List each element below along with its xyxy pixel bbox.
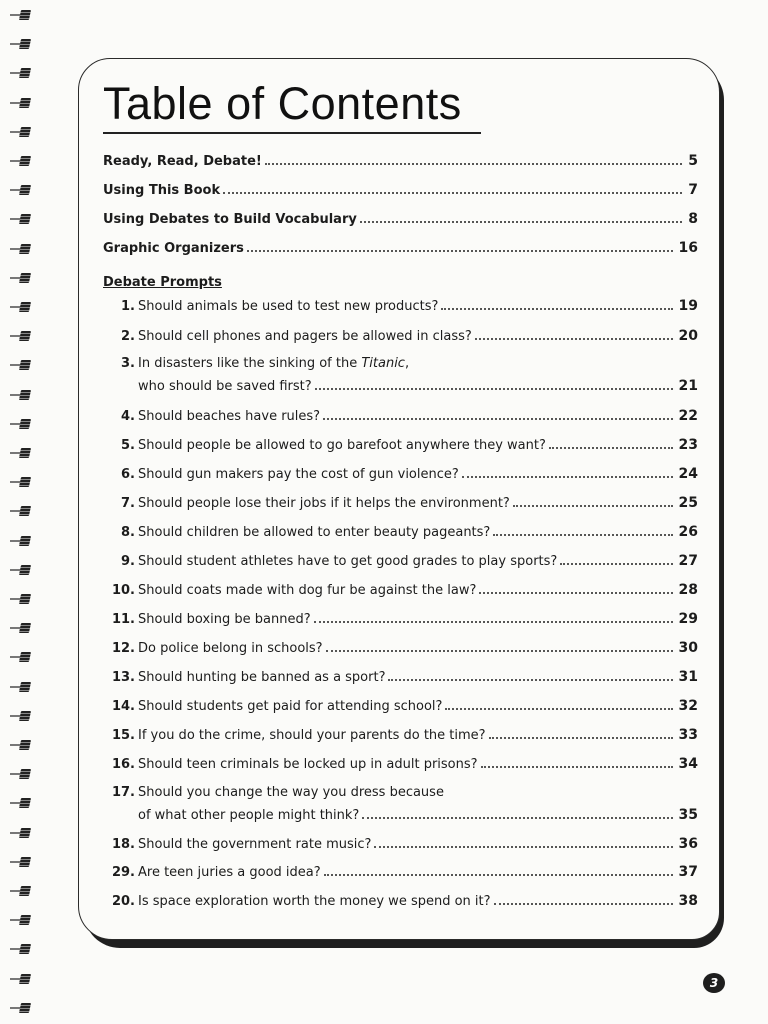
toc-page-number: 21 [678,378,698,394]
dot-leader [462,476,673,478]
toc-entry[interactable] [103,240,698,257]
section-heading: Debate Prompts [103,275,222,290]
prompt-text: Should you change the way you dress because [138,785,444,800]
prompt-number: 7. [121,496,135,511]
prompt-text: If you do the crime, should your parents do the time? [138,728,486,743]
prompt-entry[interactable] [103,582,698,599]
prompt-text: Do police belong in schools? [138,641,323,656]
dot-leader [441,308,672,310]
prompt-text: Should gun makers pay the cost of gun violence? [138,467,459,482]
prompt-number: 17. [111,785,135,800]
prompt-entry[interactable] [103,437,698,454]
toc-page-number: 22 [678,408,698,424]
prompt-text-italic: Titanic [361,356,405,371]
prompt-text: Is space exploration worth the money we spend on it? [138,894,491,909]
dot-leader [324,874,673,876]
prompt-number: 1. [121,299,135,314]
toc-entry-label: Ready, Read, Debate! [103,154,262,169]
prompt-entry[interactable] [103,640,698,657]
toc-page-number: 16 [678,240,698,256]
dot-leader [549,447,673,449]
prompt-text: Should children be allowed to enter beauty pageants? [138,525,491,540]
toc-page-number: 20 [678,328,698,344]
toc-page-number: 26 [678,524,698,540]
dot-leader [479,592,672,594]
toc-page-number: 30 [678,640,698,656]
toc-entry[interactable] [103,182,698,199]
prompt-text: Should coats made with dog fur be against the law? [138,583,477,598]
prompt-number: 10. [111,583,135,598]
prompt-text: Should beaches have rules? [138,409,321,424]
prompt-entry[interactable] [103,698,698,715]
toc-page-number: 23 [678,437,698,453]
prompt-entry[interactable] [103,893,698,910]
dot-leader [494,903,673,905]
prompt-text-line2: who should be saved first? [138,379,312,394]
prompt-text: Should the government rate music? [138,837,372,852]
prompt-number: 5. [121,438,135,453]
toc-entry[interactable] [103,211,698,228]
prompt-number: 16. [111,757,135,772]
toc-page-number: 34 [678,756,698,772]
prompt-entry[interactable] [103,495,698,512]
toc-page-number: 28 [678,582,698,598]
toc-entry[interactable] [103,153,698,170]
prompt-text: Are teen juries a good idea? [138,865,321,880]
prompt-entry[interactable] [103,727,698,744]
toc-entry-label: Using This Book [103,183,221,198]
dot-leader [247,250,673,252]
prompt-entry[interactable] [103,836,698,853]
toc-page-number: 36 [678,836,698,852]
dot-leader [481,766,673,768]
prompt-number: 18. [111,837,135,852]
dot-leader [445,708,672,710]
prompt-number: 6. [121,467,135,482]
dot-leader [265,163,682,165]
prompt-entry[interactable] [103,669,698,686]
toc-page-number: 7 [688,182,698,198]
prompt-entry[interactable] [103,328,698,345]
prompt-number: 29. [111,865,135,880]
page-title: Table of Contents [103,78,462,129]
dot-leader [223,192,682,194]
prompt-number: 13. [111,670,135,685]
dot-leader [314,621,673,623]
dot-leader [323,418,672,420]
prompt-number: 9. [121,554,135,569]
prompt-entry[interactable] [103,356,698,395]
prompt-entry[interactable] [103,298,698,315]
dot-leader [315,388,673,390]
toc-page-number: 5 [688,153,698,169]
prompt-text [138,356,409,372]
prompt-text: Should cell phones and pagers be allowed in class? [138,329,472,344]
prompt-entry[interactable] [103,408,698,425]
toc-page-number: 32 [678,698,698,714]
prompt-entry[interactable] [103,756,698,773]
dot-leader [493,534,672,536]
prompt-number: 12. [111,641,135,656]
toc-page-number: 38 [678,893,698,909]
toc-page-number: 24 [678,466,698,482]
prompt-text: Should boxing be banned? [138,612,311,627]
toc-entry-label: Graphic Organizers [103,241,244,256]
prompt-text: Should animals be used to test new products? [138,299,439,314]
prompt-text: Should students get paid for attending school? [138,699,443,714]
prompt-number: 2. [121,329,135,344]
dot-leader [326,650,673,652]
dot-leader [489,737,673,739]
page-number-badge: 3 [703,973,725,993]
toc-page-number: 25 [678,495,698,511]
prompt-text-part: In disasters like the sinking of the [138,356,362,371]
prompt-number: 20. [111,894,135,909]
dot-leader [360,221,682,223]
toc-page-number: 29 [678,611,698,627]
dot-leader [475,338,673,340]
toc-page-number: 8 [688,211,698,227]
prompt-text-line2: of what other people might think? [138,808,360,823]
prompt-number: 11. [111,612,135,627]
prompt-entry[interactable] [103,611,698,628]
dot-leader [560,563,672,565]
prompt-text: Should teen criminals be locked up in adult prisons? [138,757,478,772]
dot-leader [374,846,672,848]
prompt-number: 4. [121,409,135,424]
toc-entry-label: Using Debates to Build Vocabulary [103,212,357,227]
prompt-entry[interactable] [103,466,698,483]
prompt-text: Should hunting be banned as a sport? [138,670,386,685]
dot-leader [388,679,672,681]
prompt-entry[interactable] [103,524,698,541]
prompt-entry[interactable] [103,864,698,881]
prompt-text: Should people lose their jobs if it helps the environment? [138,496,510,511]
toc-page-number: 35 [678,807,698,823]
prompt-number: 3. [121,356,135,371]
prompt-entry[interactable] [103,553,698,570]
prompt-entry[interactable] [103,785,698,824]
toc-page-number: 33 [678,727,698,743]
toc-page-number: 31 [678,669,698,685]
prompt-text-part: , [404,356,410,371]
prompt-number: 15. [111,728,135,743]
prompt-text: Should student athletes have to get good grades to play sports? [138,554,558,569]
toc-page-number: 19 [678,298,698,314]
prompt-number: 14. [111,699,135,714]
toc-page-number: 27 [678,553,698,569]
dot-leader [362,817,672,819]
toc-page-number: 37 [678,864,698,880]
prompt-text: Should people be allowed to go barefoot anywhere they want? [138,438,546,453]
prompt-number: 8. [121,525,135,540]
dot-leader [513,505,673,507]
